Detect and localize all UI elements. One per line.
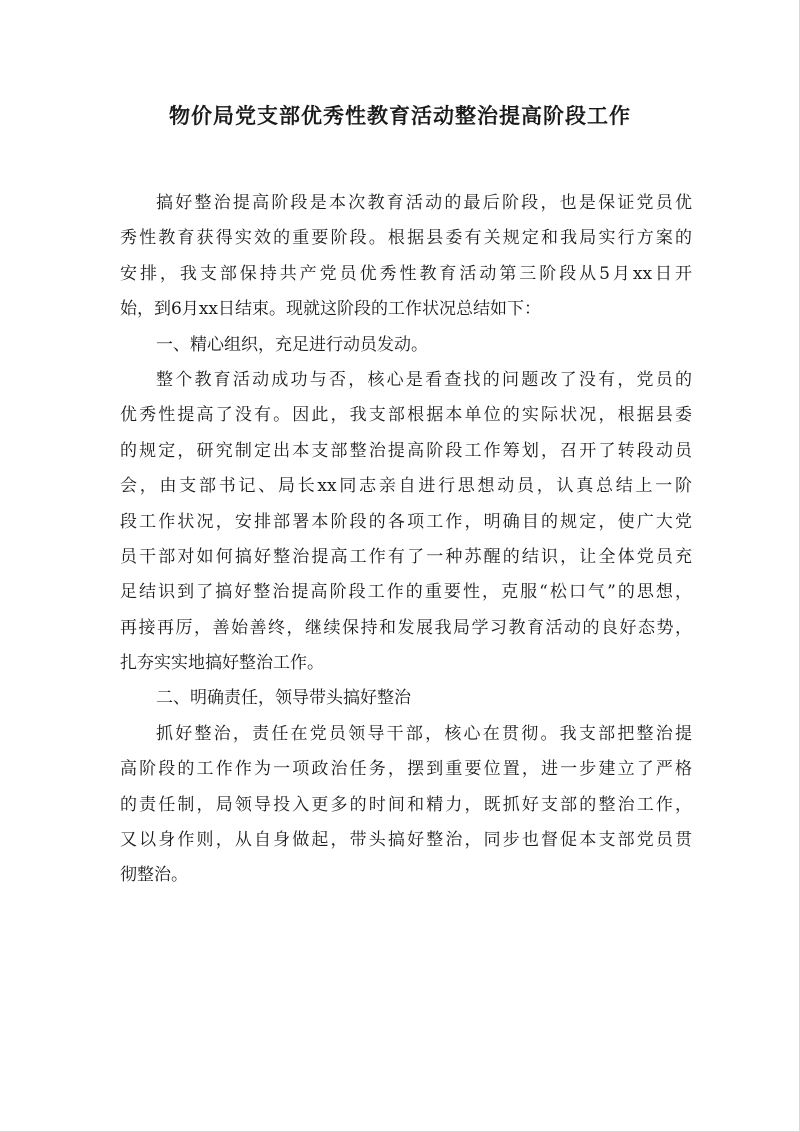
text-line: 抓好整治，责任在党员领导干部，核心在贯彻。我支部把整治提: [156, 723, 692, 744]
paragraph-section-1: [120, 363, 692, 682]
text-line: 高阶段的工作作为一项政治任务，摆到重要位置，进一步建立了严格: [120, 759, 692, 780]
text-line: 的责任制，局领导投入更多的时间和精力，既抓好支部的整治工作，: [120, 794, 692, 815]
text-line: 员干部对如何搞好整治提高工作有了一种苏醒的结识，让全体党员充: [120, 546, 692, 567]
text-line: 彻整治。: [120, 865, 188, 886]
text-line: 的规定，研究制定出本支部整治提高阶段工作筹划，召开了转段动员: [120, 440, 692, 461]
section-heading-2: 二、明确责任，领导带头搞好整治: [156, 688, 411, 709]
text-line: 段工作状况，安排部署本阶段的各项工作，明确目的规定，使广大党: [120, 511, 692, 532]
text-line: 扎夯实实地搞好整治工作。: [120, 653, 324, 674]
document-title: 物价局党支部优秀性教育活动整治提高阶段工作: [169, 103, 631, 128]
text-line: 搞好整治提高阶段是本次教育活动的最后阶段，也是保证党员优: [156, 193, 692, 213]
section-heading-1: 一、精心组织，充足进行动员发动。: [156, 334, 428, 355]
text-line: 会，由支部书记、局长xx同志亲自进行思想动员，认真总结上一阶: [120, 476, 692, 497]
text-line: 再接再厉，善始善终，继续保持和发展我局学习教育活动的良好态势，: [120, 617, 692, 638]
text-line: 始，到6月xx日结束。现就这阶段的工作状况总结如下：: [120, 299, 541, 320]
paragraph-intro: [120, 186, 692, 328]
text-line: 足结识到了搞好整治提高阶段工作的重要性，克服“松口气”的思想，: [120, 582, 692, 603]
text-line: 又以身作则，从自身做起，带头搞好整治，同步也督促本支部党员贯: [120, 830, 692, 851]
text-line: 整个教育活动成功与否，核心是看查找的问题改了没有，党员的: [156, 369, 692, 390]
text-line: 优秀性提高了没有。因此，我支部根据本单位的实际状况，根据县委: [120, 405, 692, 426]
paragraph-section-2: [120, 717, 692, 894]
text-line: 安排，我支部保持共产党员优秀性教育活动第三阶段从5月xx日开: [120, 263, 692, 284]
text-line: 秀性教育获得实效的重要阶段。根据县委有关规定和我局实行方案的: [120, 228, 692, 249]
document-body: [120, 186, 692, 894]
